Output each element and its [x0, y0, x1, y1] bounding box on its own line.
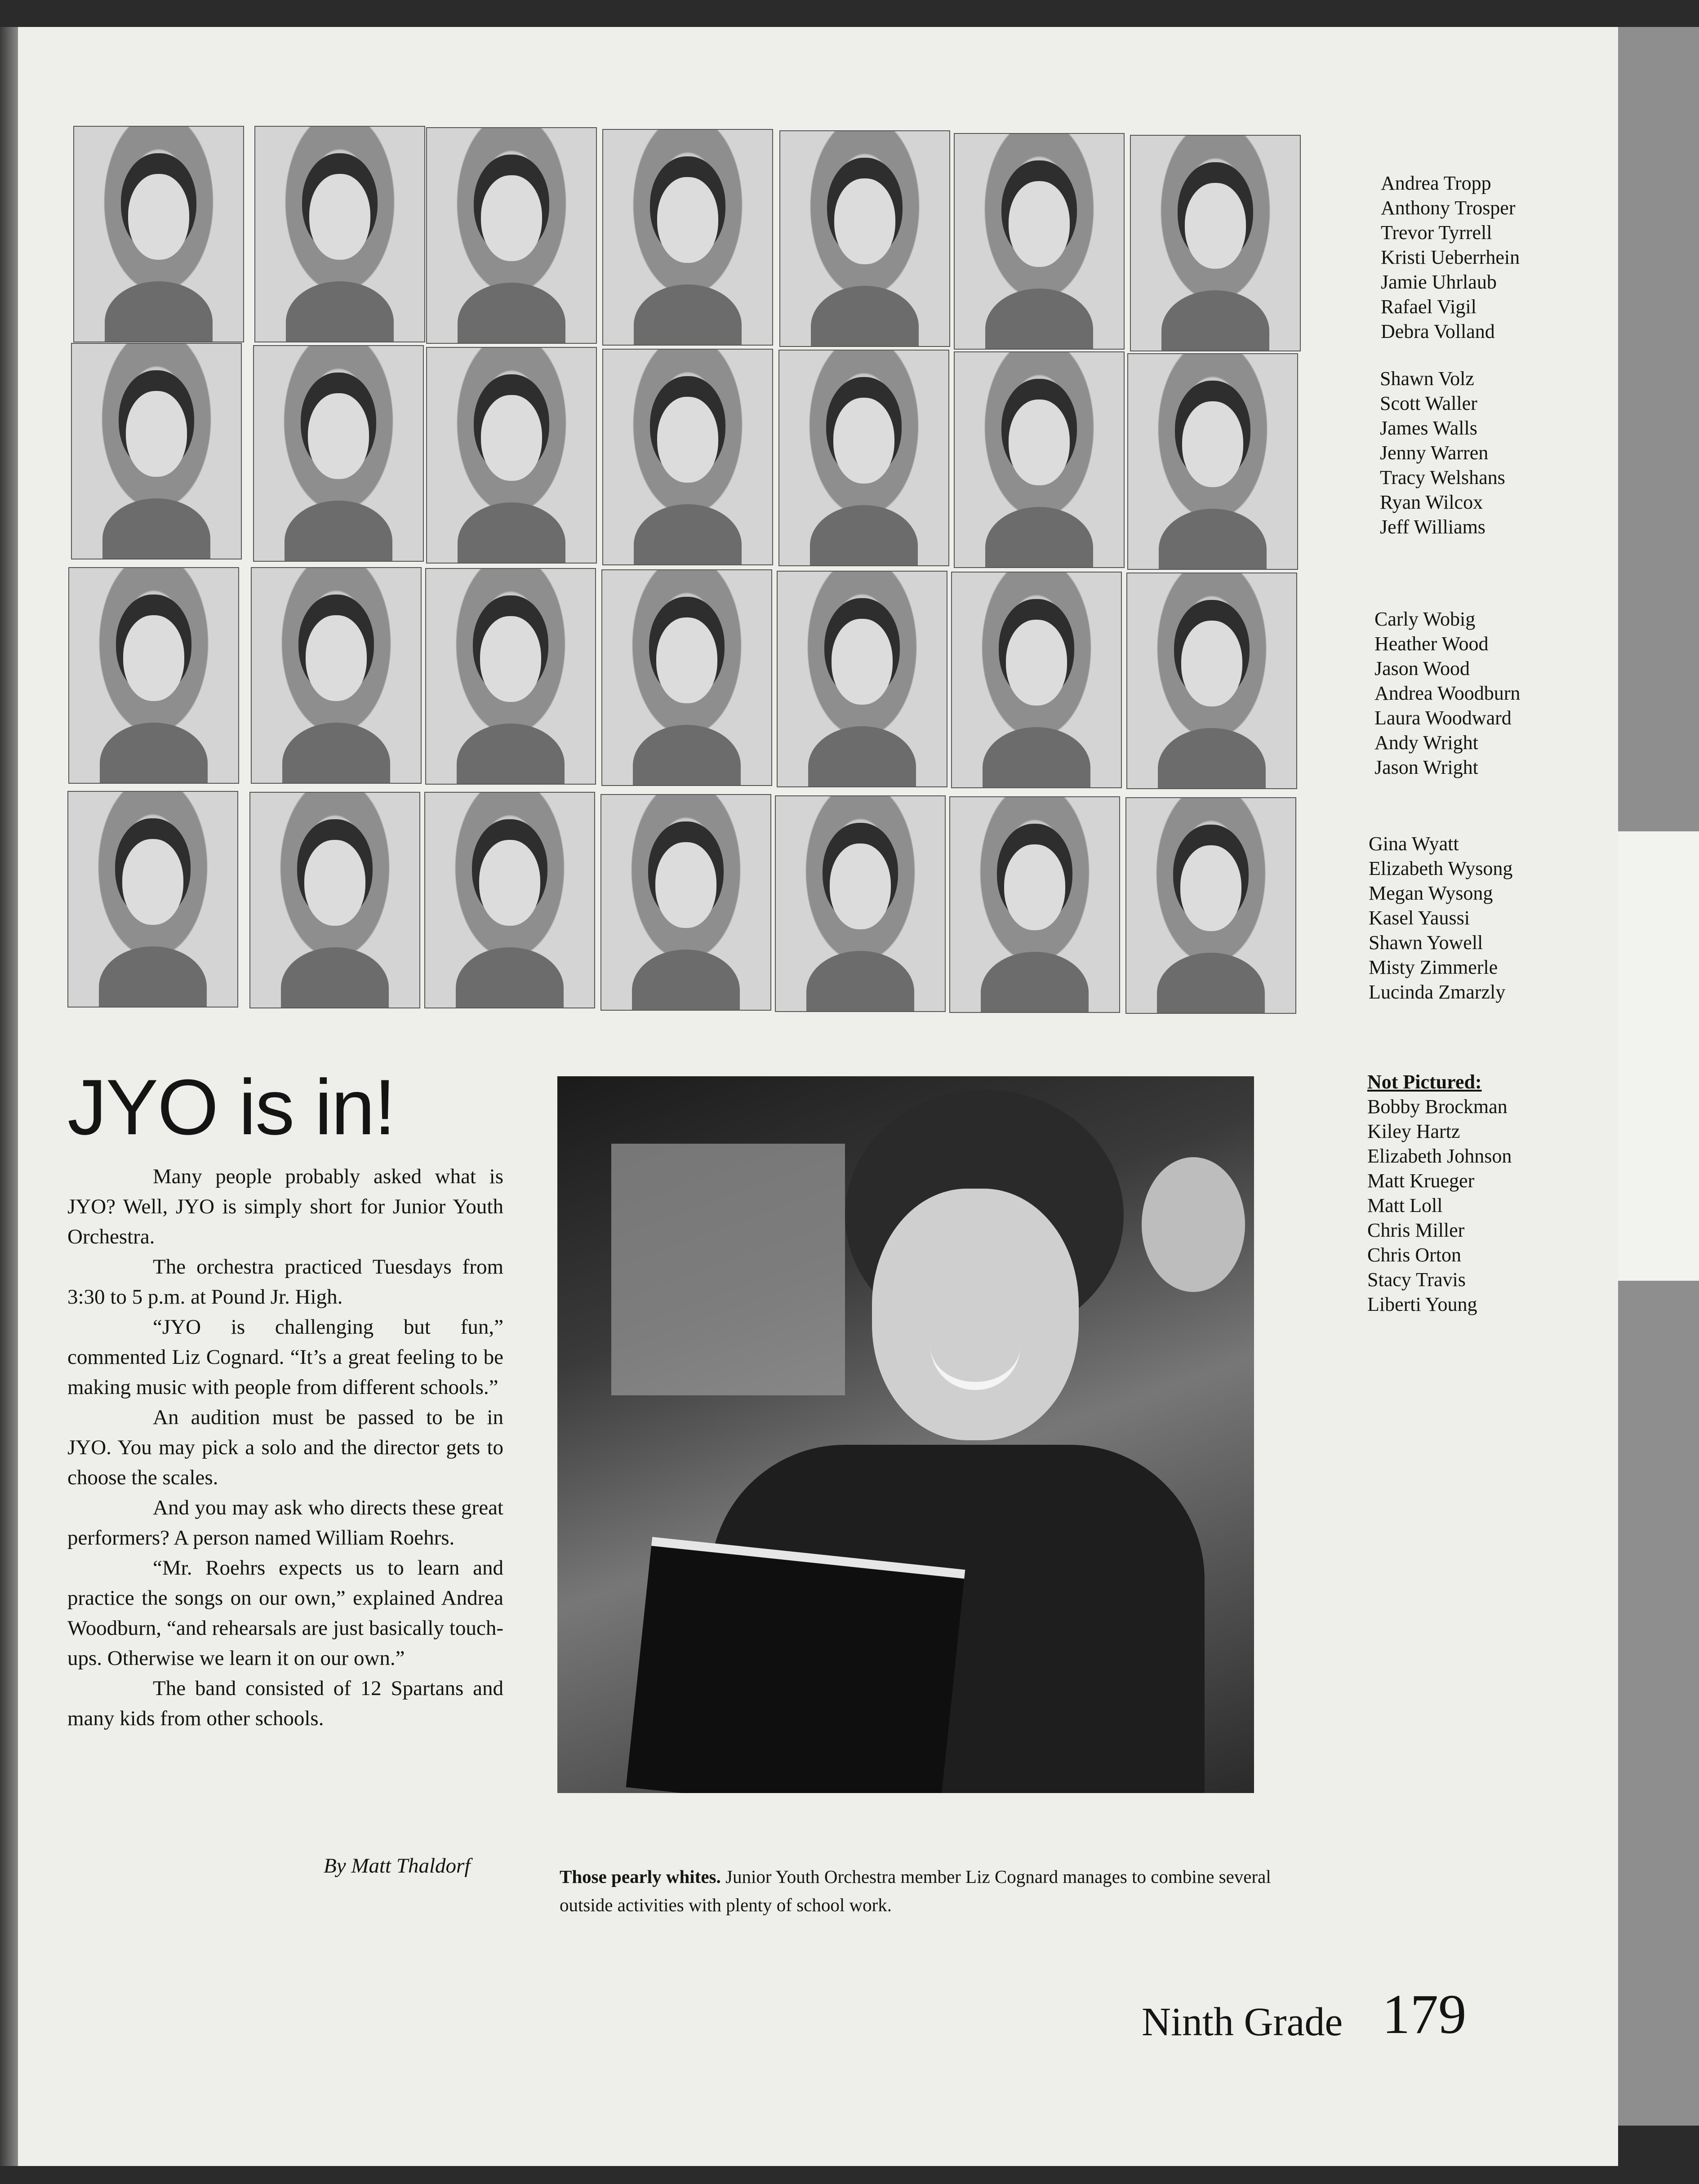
- student-name: Kristi Ueberrhein: [1381, 246, 1520, 268]
- article-paragraph: Many people probably asked what is JYO? Well, JYO is simply short for Junior Youth Orchestra.: [67, 1165, 503, 1248]
- student-name: Andy Wright: [1374, 732, 1478, 754]
- portrait-photo: [601, 569, 772, 786]
- portrait-photo: [67, 791, 238, 1008]
- student-name: Kasel Yaussi: [1369, 907, 1470, 929]
- photo-caption: [560, 1863, 1279, 1919]
- student-name: Laura Woodward: [1374, 707, 1512, 729]
- student-name: Jason Wright: [1374, 756, 1478, 778]
- student-name: Carly Wobig: [1374, 608, 1476, 630]
- student-name: Jenny Warren: [1380, 442, 1489, 464]
- student-name: Anthony Trosper: [1381, 197, 1516, 219]
- section-title: Ninth Grade: [1142, 2000, 1343, 2044]
- binding-shadow: [0, 27, 18, 2166]
- student-name: Bobby Brockman: [1367, 1096, 1508, 1118]
- portrait-photo: [71, 343, 242, 559]
- student-name: Jeff Williams: [1380, 516, 1486, 538]
- caption-lead: Those pearly whites.: [560, 1866, 721, 1887]
- name-list-row-3: [1374, 607, 1520, 780]
- portrait-photo: [775, 795, 946, 1012]
- article-paragraph: The orchestra practiced Tuesdays from 3:30 to 5 p.m. at Pound Jr. High.: [67, 1255, 503, 1309]
- portrait-photo: [1125, 797, 1296, 1014]
- student-name: Andrea Woodburn: [1374, 682, 1521, 704]
- student-name: Chris Orton: [1367, 1244, 1461, 1266]
- student-name: Jamie Uhrlaub: [1381, 271, 1497, 293]
- student-name: Liberti Young: [1367, 1293, 1477, 1315]
- student-name: Shawn Yowell: [1369, 932, 1483, 954]
- portrait-photo: [253, 345, 424, 562]
- feature-photo: [557, 1076, 1254, 1793]
- article-headline: JYO is in!: [67, 1064, 395, 1151]
- portrait-photo: [954, 133, 1125, 350]
- portrait-photo: [1127, 353, 1298, 570]
- student-name: Ryan Wilcox: [1380, 491, 1483, 513]
- edge-tab-gap: [1618, 831, 1699, 1281]
- student-name: Rafael Vigil: [1381, 296, 1477, 318]
- student-name: Debra Volland: [1381, 320, 1495, 342]
- article-paragraph: “JYO is challenging but fun,” commented Liz Cognard. “It’s a great feeling to be making music with people from different schools.”: [67, 1315, 503, 1399]
- portrait-photo: [426, 347, 597, 564]
- student-name: Elizabeth Wysong: [1369, 857, 1513, 879]
- student-name: Chris Miller: [1367, 1219, 1465, 1241]
- portrait-photo: [425, 568, 596, 785]
- article-byline: By Matt Thaldorf: [324, 1854, 471, 1878]
- student-name: Stacy Travis: [1367, 1269, 1466, 1291]
- not-pictured-heading: Not Pictured:: [1367, 1071, 1482, 1093]
- not-pictured-list: [1367, 1070, 1512, 1317]
- student-name: Scott Waller: [1380, 392, 1477, 414]
- student-name: Matt Krueger: [1367, 1170, 1475, 1192]
- portrait-photo: [424, 792, 595, 1008]
- portrait-photo: [1130, 135, 1301, 351]
- portrait-photo: [1126, 573, 1297, 789]
- article-paragraph: And you may ask who directs these great performers? A person named William Roehrs.: [67, 1496, 503, 1549]
- student-name: Trevor Tyrrell: [1381, 222, 1492, 244]
- student-name: Heather Wood: [1374, 633, 1489, 655]
- portrait-photo: [73, 126, 244, 342]
- student-name: Andrea Tropp: [1381, 172, 1491, 194]
- name-list-row-1: [1381, 171, 1520, 344]
- portrait-photo: [951, 572, 1122, 788]
- portrait-photo: [251, 567, 422, 784]
- student-name: Gina Wyatt: [1369, 833, 1459, 855]
- portrait-photo: [777, 571, 947, 787]
- portrait-photo: [249, 792, 420, 1008]
- student-name: Lucinda Zmarzly: [1369, 981, 1506, 1003]
- name-list-row-4: [1369, 831, 1512, 1004]
- student-name: Jason Wood: [1374, 657, 1470, 679]
- student-name: Shawn Volz: [1380, 368, 1474, 390]
- student-name: Misty Zimmerle: [1369, 956, 1498, 978]
- caption-text: Junior Youth Orchestra member Liz Cognard manages to combine several outside activities with plenty of school work.: [560, 1866, 1271, 1915]
- article-body: [67, 1162, 503, 1734]
- portrait-photo: [68, 567, 239, 784]
- portrait-photo: [602, 129, 773, 346]
- portrait-photo: [254, 126, 425, 342]
- student-name: James Walls: [1380, 417, 1477, 439]
- student-name: Megan Wysong: [1369, 882, 1493, 904]
- student-name: Tracy Welshans: [1380, 466, 1505, 488]
- portrait-photo: [954, 351, 1125, 568]
- edge-tab-top: [1618, 27, 1699, 831]
- portrait-photo: [426, 127, 597, 344]
- portrait-photo: [600, 794, 771, 1011]
- article-paragraph: The band consisted of 12 Spartans and many kids from other schools.: [67, 1677, 503, 1730]
- portrait-photo: [602, 349, 773, 565]
- article-paragraph: An audition must be passed to be in JYO. You may pick a solo and the director gets to choose the scales.: [67, 1406, 503, 1489]
- student-name: Matt Loll: [1367, 1194, 1443, 1216]
- article-paragraph: “Mr. Roehrs expects us to learn and practice the songs on our own,” explained Andrea Woodburn, “and rehearsals are just basically touch-ups. Otherwise we learn it on our own.”: [67, 1556, 503, 1670]
- student-name: Elizabeth Johnson: [1367, 1145, 1512, 1167]
- portrait-photo: [949, 796, 1120, 1013]
- student-name: Kiley Hartz: [1367, 1120, 1460, 1142]
- edge-tab-bottom: [1618, 1281, 1699, 2126]
- portrait-photo: [778, 350, 949, 566]
- name-list-row-2: [1380, 366, 1505, 539]
- portrait-photo: [779, 130, 950, 347]
- page-number: 179: [1382, 1984, 1467, 2046]
